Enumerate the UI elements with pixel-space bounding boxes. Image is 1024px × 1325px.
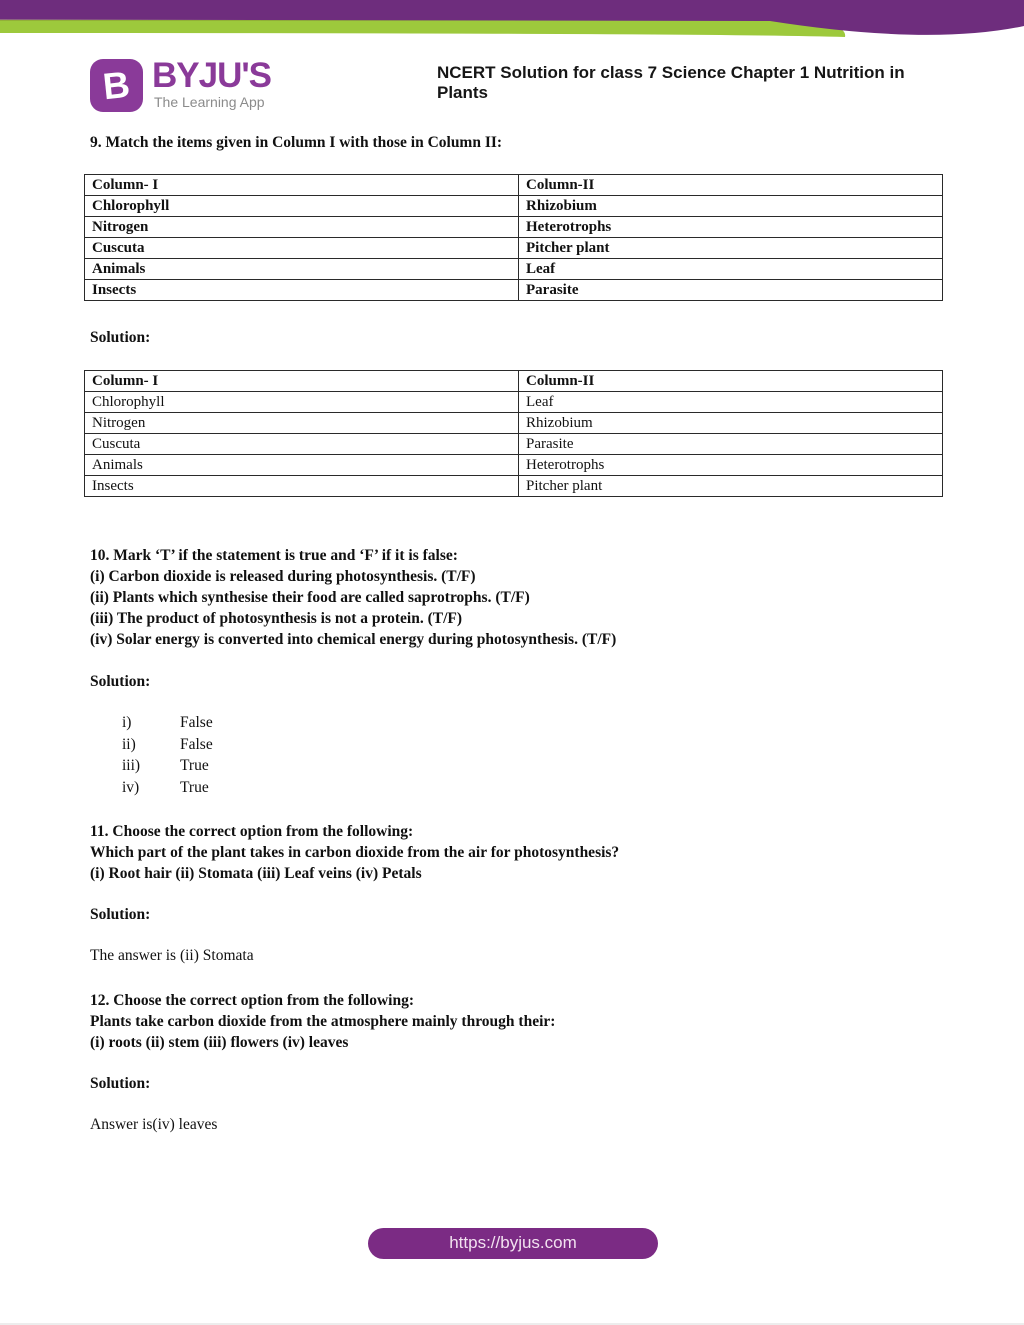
- answer-value: False: [180, 735, 213, 753]
- question-10-block: [90, 545, 920, 650]
- q10-solution-label: Solution:: [90, 673, 151, 690]
- logo-badge-letter: B: [101, 63, 132, 107]
- cell: Heterotrophs: [519, 455, 943, 476]
- table-row: [85, 392, 943, 413]
- q10-heading: 10. Mark ‘T’ if the statement is true and ‘F’ if it is false:: [90, 547, 458, 564]
- cell: Insects: [85, 476, 519, 497]
- q12-heading: 12. Choose the correct option from the following:: [90, 992, 415, 1009]
- cell: Leaf: [519, 259, 943, 280]
- col2-header: Column-II: [519, 371, 943, 392]
- table-row: [85, 413, 943, 434]
- q11-question: Which part of the plant takes in carbon dioxide from the air for photosynthesis?: [90, 844, 620, 861]
- logo-tagline: The Learning App: [154, 94, 265, 110]
- cell: Pitcher plant: [519, 476, 943, 497]
- green-stripe: [0, 20, 845, 37]
- cell: Animals: [85, 259, 519, 280]
- q11-options: (i) Root hair (ii) Stomata (iii) Leaf veins (iv) Petals: [90, 865, 422, 882]
- cell: Nitrogen: [85, 217, 519, 238]
- col1-header: Column- I: [85, 371, 519, 392]
- byjus-logo-wordmark: BYJU'S: [152, 56, 272, 95]
- question-9-heading: 9. Match the items given in Column I with those in Column II:: [90, 134, 503, 151]
- q9-solution-label: Solution:: [90, 329, 151, 346]
- answer-value: False: [180, 714, 213, 731]
- q10-statement-iii: (iii) The product of photosynthesis is not a protein. (T/F): [90, 610, 463, 627]
- answer-item: [122, 712, 213, 734]
- answer-numeral: iv): [122, 778, 140, 796]
- table-row: [85, 280, 943, 301]
- answer-numeral: i): [122, 714, 132, 731]
- question-12-block: [90, 990, 920, 1053]
- cell: Pitcher plant: [519, 238, 943, 259]
- byjus-logo-icon: [90, 59, 143, 112]
- answer-numeral: ii): [122, 735, 136, 753]
- table-row: [85, 259, 943, 280]
- table-row: [85, 434, 943, 455]
- q10-statement-ii: (ii) Plants which synthesise their food are called saprotrophs. (T/F): [90, 589, 530, 606]
- table-header-row: [85, 371, 943, 392]
- cell: Rhizobium: [519, 413, 943, 434]
- answer-value: True: [180, 778, 209, 796]
- cell: Parasite: [519, 280, 943, 301]
- answer-item: [122, 755, 213, 777]
- answer-numeral: iii): [122, 757, 141, 774]
- cell: Nitrogen: [85, 413, 519, 434]
- answer-value: True: [180, 757, 209, 774]
- cell: Parasite: [519, 434, 943, 455]
- answer-item: [122, 734, 213, 756]
- answer-item: [122, 777, 213, 799]
- cell: Cuscuta: [85, 434, 519, 455]
- q11-solution-label: Solution:: [90, 906, 151, 923]
- byjus-url-button[interactable]: https://byjus.com: [368, 1228, 658, 1259]
- q11-answer: The answer is (ii) Stomata: [90, 947, 254, 964]
- q12-solution-label: Solution:: [90, 1075, 151, 1092]
- table-row: [85, 238, 943, 259]
- table-row: [85, 217, 943, 238]
- cell: Leaf: [519, 392, 943, 413]
- table-header-row: [85, 175, 943, 196]
- cell: Chlorophyll: [85, 196, 519, 217]
- cell: Rhizobium: [519, 196, 943, 217]
- question-11-block: [90, 821, 920, 884]
- q9-solution-table: [84, 370, 943, 497]
- table-row: [85, 455, 943, 476]
- q10-statement-iv: (iv) Solar energy is converted into chemical energy during photosynthesis. (T/F): [90, 631, 617, 648]
- q12-answer: Answer is(iv) leaves: [90, 1116, 218, 1133]
- page-title: NCERT Solution for class 7 Science Chapter 1 Nutrition in Plants: [437, 63, 905, 102]
- cell: Heterotrophs: [519, 217, 943, 238]
- cell: Insects: [85, 280, 519, 301]
- q9-question-table: [84, 174, 943, 301]
- table-row: [85, 476, 943, 497]
- q12-question: Plants take carbon dioxide from the atmosphere mainly through their:: [90, 1013, 556, 1030]
- cell: Chlorophyll: [85, 392, 519, 413]
- q10-answer-list: [122, 712, 213, 798]
- header-swoosh-band: [0, 0, 1024, 60]
- q10-statement-i: (i) Carbon dioxide is released during photosynthesis. (T/F): [90, 568, 476, 585]
- q11-heading: 11. Choose the correct option from the following:: [90, 823, 414, 840]
- col2-header: Column-II: [519, 175, 943, 196]
- cell: Animals: [85, 455, 519, 476]
- table-row: [85, 196, 943, 217]
- q12-options: (i) roots (ii) stem (iii) flowers (iv) leaves: [90, 1034, 349, 1051]
- col1-header: Column- I: [85, 175, 519, 196]
- cell: Cuscuta: [85, 238, 519, 259]
